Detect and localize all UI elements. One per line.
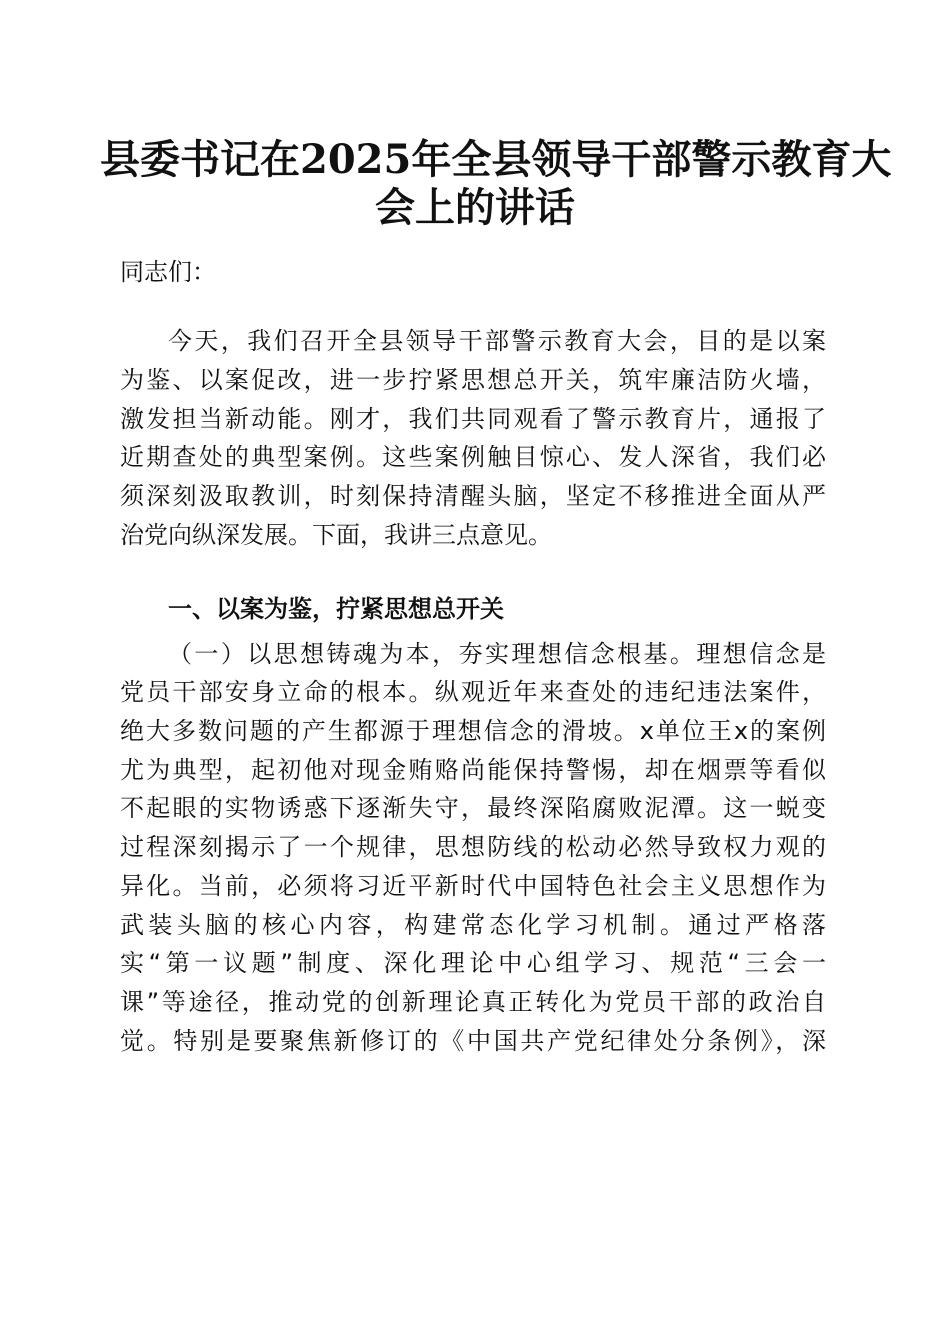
section-paragraph-line: 实“第一议题”制度、深化理论中心组学习、规范“三会一	[120, 949, 826, 977]
intro-line: 激发担当新动能。刚才，我们共同观看了警示教育片，通报了	[120, 405, 826, 433]
intro-line: 近期查处的典型案例。这些案例触目惊心、发人深省，我们必	[120, 443, 826, 471]
section-paragraph-line: 不起眼的实物诱惑下逐渐失守，最终深陷腐败泥潭。这一蜕变	[120, 794, 826, 822]
section-paragraph-line: 尤为典型，起初他对现金贿赂尚能保持警惕，却在烟票等看似	[120, 756, 826, 784]
section-paragraph-line: 绝大多数问题的产生都源于理想信念的滑坡。x单位王x的案例	[120, 717, 826, 745]
document-title-line-2: 会上的讲话	[375, 184, 575, 231]
intro-line: 治党向纵深发展。下面，我讲三点意见。	[120, 521, 552, 549]
section-heading: 一、以案为鉴，拧紧思想总开关	[168, 595, 504, 623]
intro-line: 今天，我们召开全县领导干部警示教育大会，目的是以案	[168, 327, 826, 355]
section-paragraph-line: （一）以思想铸魂为本，夯实理想信念根基。理想信念是	[168, 640, 826, 668]
salutation: 同志们：	[120, 258, 216, 286]
section-paragraph-line: 过程深刻揭示了一个规律，思想防线的松动必然导致权力观的	[120, 833, 826, 861]
document-title-line-1: 县委书记在2025年全县领导干部警示教育大	[100, 136, 892, 183]
section-paragraph-line: 异化。当前，必须将习近平新时代中国特色社会主义思想作为	[120, 872, 826, 900]
section-paragraph-line: 觉。特别是要聚焦新修订的《中国共产党纪律处分条例》，深	[120, 1027, 826, 1055]
section-paragraph-line: 课”等途径，推动党的创新理论真正转化为党员干部的政治自	[120, 988, 826, 1016]
intro-line: 为鉴、以案促改，进一步拧紧思想总开关，筑牢廉洁防火墙，	[120, 366, 826, 394]
section-paragraph-line: 武装头脑的核心内容，构建常态化学习机制。通过严格落	[120, 911, 826, 939]
section-paragraph-line: 党员干部安身立命的根本。纵观近年来查处的违纪违法案件，	[120, 678, 826, 706]
intro-line: 须深刻汲取教训，时刻保持清醒头脑，坚定不移推进全面从严	[120, 482, 826, 510]
